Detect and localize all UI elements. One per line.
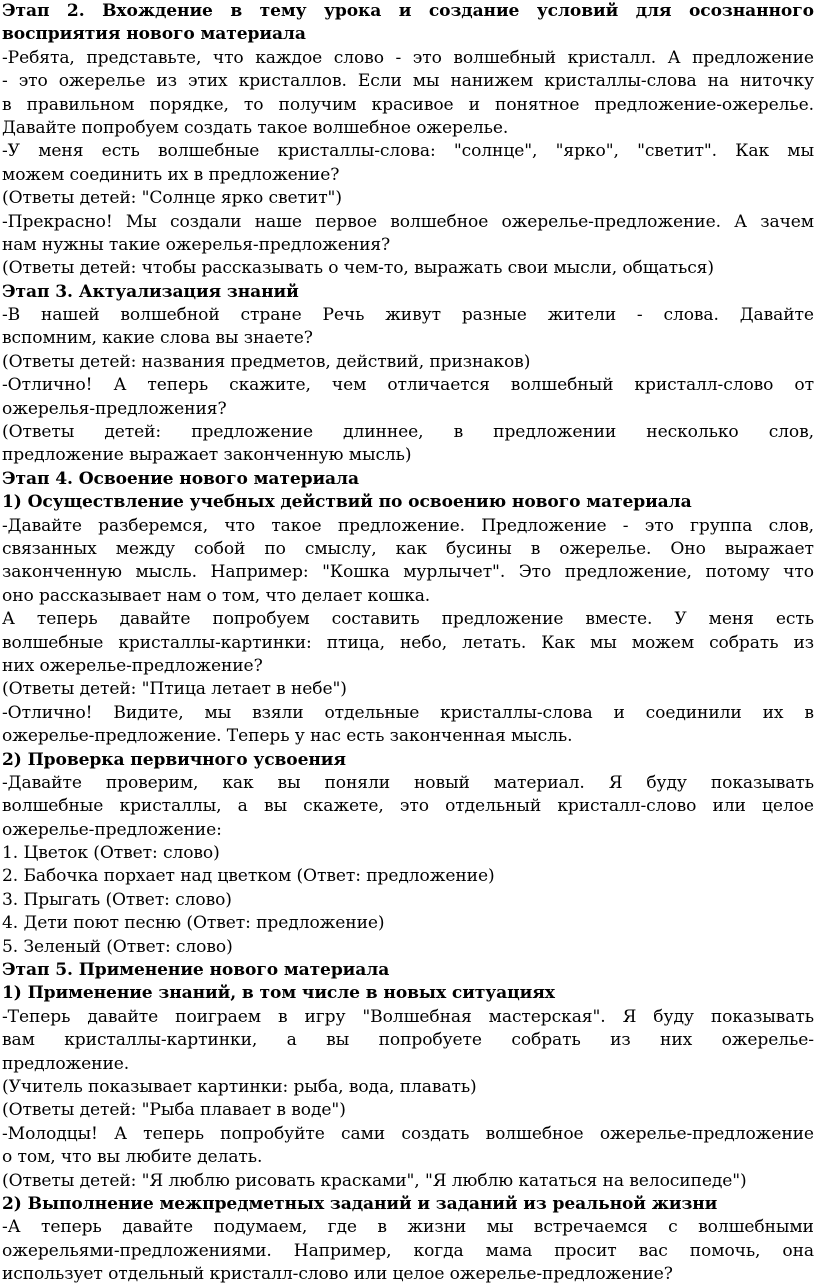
stage-2-heading: Этап 2. Вхождение в тему урока и создание условий для осознанного [2,1,814,21]
stage-5-subheading-1: 1) Применение знаний, в том числе в новых ситуациях [2,983,555,1004]
stage-5-heading: Этап 5. Применение нового материала [2,960,390,981]
text-line: -У меня есть волшебные кристаллы-слова: "солнце", "ярко", "светит". Как мы [2,141,814,162]
text-line: вспомним, какие слова вы знаете? [2,328,313,349]
document-page [2,0,814,1286]
stage-4-subheading-2: 2) Проверка первичного усвоения [2,749,346,770]
text-line: использует отдельный кристалл-слово или целое ожерелье-предложение? [2,1264,673,1285]
text-line: А теперь давайте попробуем составить предложение вместе. У меня есть [2,609,814,630]
text-line: оно рассказывает нам о том, что делает кошка. [2,585,431,606]
text-line: (Ответы детей: "Я люблю рисовать красками", "Я люблю кататься на велосипеде") [2,1170,747,1191]
text-line: (Ответы детей: названия предметов, действий, признаков) [2,351,531,372]
text-line: (Ответы детей: предложение длиннее, в предложении несколько слов, [2,422,814,443]
text-line: предложение. [2,1053,130,1074]
text-line: ожерелья-предложения? [2,398,227,419]
text-line: (Ответы детей: "Рыба плавает в воде") [2,1100,346,1121]
text-line: волшебные кристаллы, а вы скажете, это отдельный кристалл-слово или целое [2,796,814,817]
text-line: 5. Зеленый (Ответ: слово) [2,936,233,957]
text-line: 4. Дети поют песню (Ответ: предложение) [2,913,385,934]
text-line: - это ожерелье из этих кристаллов. Если мы нанижем кристаллы-слова на ниточку [2,71,814,92]
text-line: (Ответы детей: чтобы рассказывать о чем-то, выражать свои мысли, общаться) [2,258,714,279]
text-line: ожерельями-предложениями. Например, когда мама просит вас помочь, она [2,1240,814,1261]
stage-3-heading: Этап 3. Актуализация знаний [2,281,299,302]
text-line: (Учитель показывает картинки: рыба, вода, плавать) [2,1076,477,1097]
text-line: законченную мысль. Например: "Кошка мурлычет". Это предложение, потому что [2,562,814,583]
text-line: -В нашей волшебной стране Речь живут разные жители - слова. Давайте [2,305,814,326]
text-line: ожерелье-предложение. Теперь у нас есть законченная мысль. [2,726,573,747]
text-line: предложение выражает законченную мысль) [2,445,412,466]
text-line: связанных между собой по смыслу, как бусины в ожерелье. Оно выражает [2,538,814,559]
stage-4-heading: Этап 4. Освоение нового материала [2,468,359,489]
text-line: можем соединить их в предложение? [2,164,340,185]
text-line: -Отлично! Видите, мы взяли отдельные кристаллы-слова и соединили их в [2,702,814,723]
text-line: -Давайте разберемся, что такое предложение. Предложение - это группа слов, [2,515,814,536]
text-line: -Отлично! А теперь скажите, чем отличается волшебный кристалл-слово от [2,375,814,396]
text-line: о том, что вы любите делать. [2,1147,263,1168]
text-line: -Теперь давайте поиграем в игру "Волшебная мастерская". Я буду показывать [2,1006,814,1027]
text-line: 3. Прыгать (Ответ: слово) [2,889,232,910]
text-line: -Давайте проверим, как вы поняли новый материал. Я буду показывать [2,772,814,793]
text-line: в правильном порядке, то получим красивое и понятное предложение-ожерелье. [2,94,814,115]
text-line: волшебные кристаллы-картинки: птица, небо, летать. Как мы можем собрать из [2,632,814,653]
text-line: (Ответы детей: "Солнце ярко светит") [2,188,342,209]
stage-4-subheading-1: 1) Осуществление учебных действий по освоению нового материала [2,492,692,513]
stage-5-subheading-2: 2) Выполнение межпредметных заданий и заданий из реальной жизни [2,1193,718,1214]
text-line: -Ребята, представьте, что каждое слово - это волшебный кристалл. А предложение [2,47,814,68]
text-line: -Прекрасно! Мы создали наше первое волшебное ожерелье-предложение. А зачем [2,211,814,232]
text-line: них ожерелье-предложение? [2,655,263,676]
text-line: ожерелье-предложение: [2,819,222,840]
text-line: 1. Цветок (Ответ: слово) [2,843,220,864]
text-line: -Молодцы! А теперь попробуйте сами создать волшебное ожерелье-предложение [2,1123,814,1144]
text-line: (Ответы детей: "Птица летает в небе") [2,679,347,700]
text-line: вам кристаллы-картинки, а вы попробуете собрать из них ожерелье- [2,1030,814,1051]
text-line: -А теперь давайте подумаем, где в жизни мы встречаемся с волшебными [2,1217,814,1238]
stage-2-heading-cont: восприятия нового материала [2,24,306,45]
text-line: 2. Бабочка порхает над цветком (Ответ: предложение) [2,866,495,887]
text-line: нам нужны такие ожерелья-предложения? [2,234,391,255]
text-line: Давайте попробуем создать такое волшебное ожерелье. [2,117,509,138]
